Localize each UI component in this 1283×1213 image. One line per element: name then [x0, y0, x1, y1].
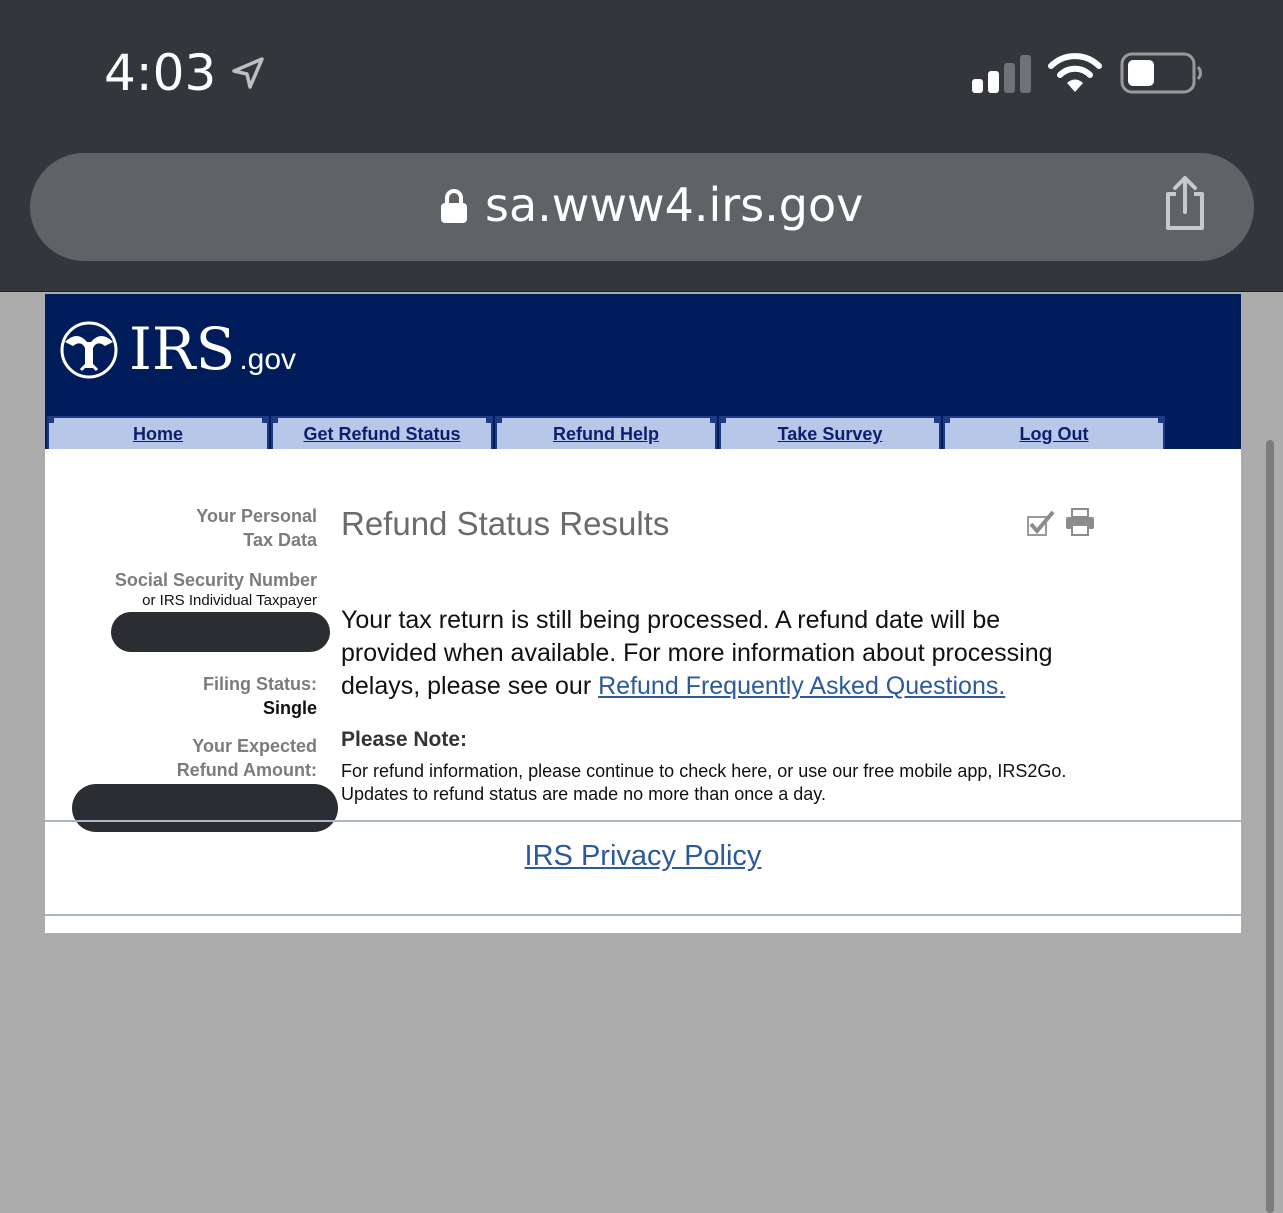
faq-link[interactable]: Refund Frequently Asked Questions. — [598, 672, 1006, 700]
share-icon[interactable] — [1160, 174, 1210, 232]
tab-get-refund-status[interactable] — [271, 416, 493, 449]
irs-eagle-seal-icon — [57, 320, 121, 380]
tab-get-refund-status-label[interactable]: Get Refund Status — [303, 424, 461, 444]
ssn-sublabel: or IRS Individual Taxpayer — [142, 592, 317, 609]
note-text: For refund information, please continue to check here, or use our free mobile app, IRS2Go. Updates to refund status are made no more than once a day. — [341, 761, 1067, 804]
main-content — [341, 504, 1101, 804]
logo-suffix: .gov — [239, 343, 297, 376]
battery-icon — [1120, 52, 1204, 94]
irs-page — [45, 294, 1241, 933]
url-text[interactable]: sa.www4.irs.gov — [485, 178, 864, 232]
status-time: 4:03 — [104, 44, 217, 102]
tab-log-out[interactable] — [943, 416, 1165, 449]
phone-top-chrome — [0, 0, 1283, 292]
ssn-label: Social Security Number — [114, 570, 317, 590]
tab-log-out-label[interactable]: Log Out — [1019, 424, 1089, 444]
divider — [45, 820, 1241, 822]
tab-home[interactable] — [47, 416, 269, 449]
refund-amount-label-line2: Refund Amount: — [176, 760, 317, 780]
divider — [45, 914, 1241, 916]
redacted-ssn — [111, 612, 330, 652]
irs-logo[interactable] — [129, 314, 296, 395]
scrollbar[interactable] — [1266, 440, 1274, 1213]
privacy-policy-link[interactable]: IRS Privacy Policy — [524, 840, 762, 872]
status-message-text: Your tax return is still being processed. A refund date will be provided when available. For more information about processing delays, please see our — [341, 606, 1053, 700]
section-heading-line2: Tax Data — [243, 530, 317, 550]
tab-take-survey[interactable] — [719, 416, 941, 449]
footer — [45, 840, 1241, 873]
tab-take-survey-label[interactable]: Take Survey — [777, 424, 883, 444]
filing-status-value: Single — [262, 698, 317, 718]
logo-main: IRS — [129, 315, 236, 383]
lock-icon — [441, 189, 467, 223]
wifi-icon — [1048, 52, 1102, 94]
location-arrow-icon — [230, 55, 266, 91]
status-message — [341, 604, 1101, 703]
note-heading: Please Note: — [341, 728, 468, 751]
tab-refund-help[interactable] — [495, 416, 717, 449]
print-icon[interactable] — [1065, 508, 1095, 536]
redacted-refund-amount — [72, 784, 338, 832]
tab-home-label[interactable]: Home — [132, 424, 183, 444]
refund-amount-label-line1: Your Expected — [192, 736, 317, 756]
cellular-signal-icon — [972, 55, 1034, 93]
page-title: Refund Status Results — [341, 505, 670, 542]
section-heading-line1: Your Personal — [196, 506, 317, 526]
filing-status-label: Filing Status: — [203, 674, 317, 694]
irs-header-banner — [45, 294, 1241, 449]
tab-refund-help-label[interactable]: Refund Help — [553, 424, 659, 444]
checkbox-icon[interactable] — [1027, 510, 1055, 536]
main-nav — [47, 416, 1167, 449]
